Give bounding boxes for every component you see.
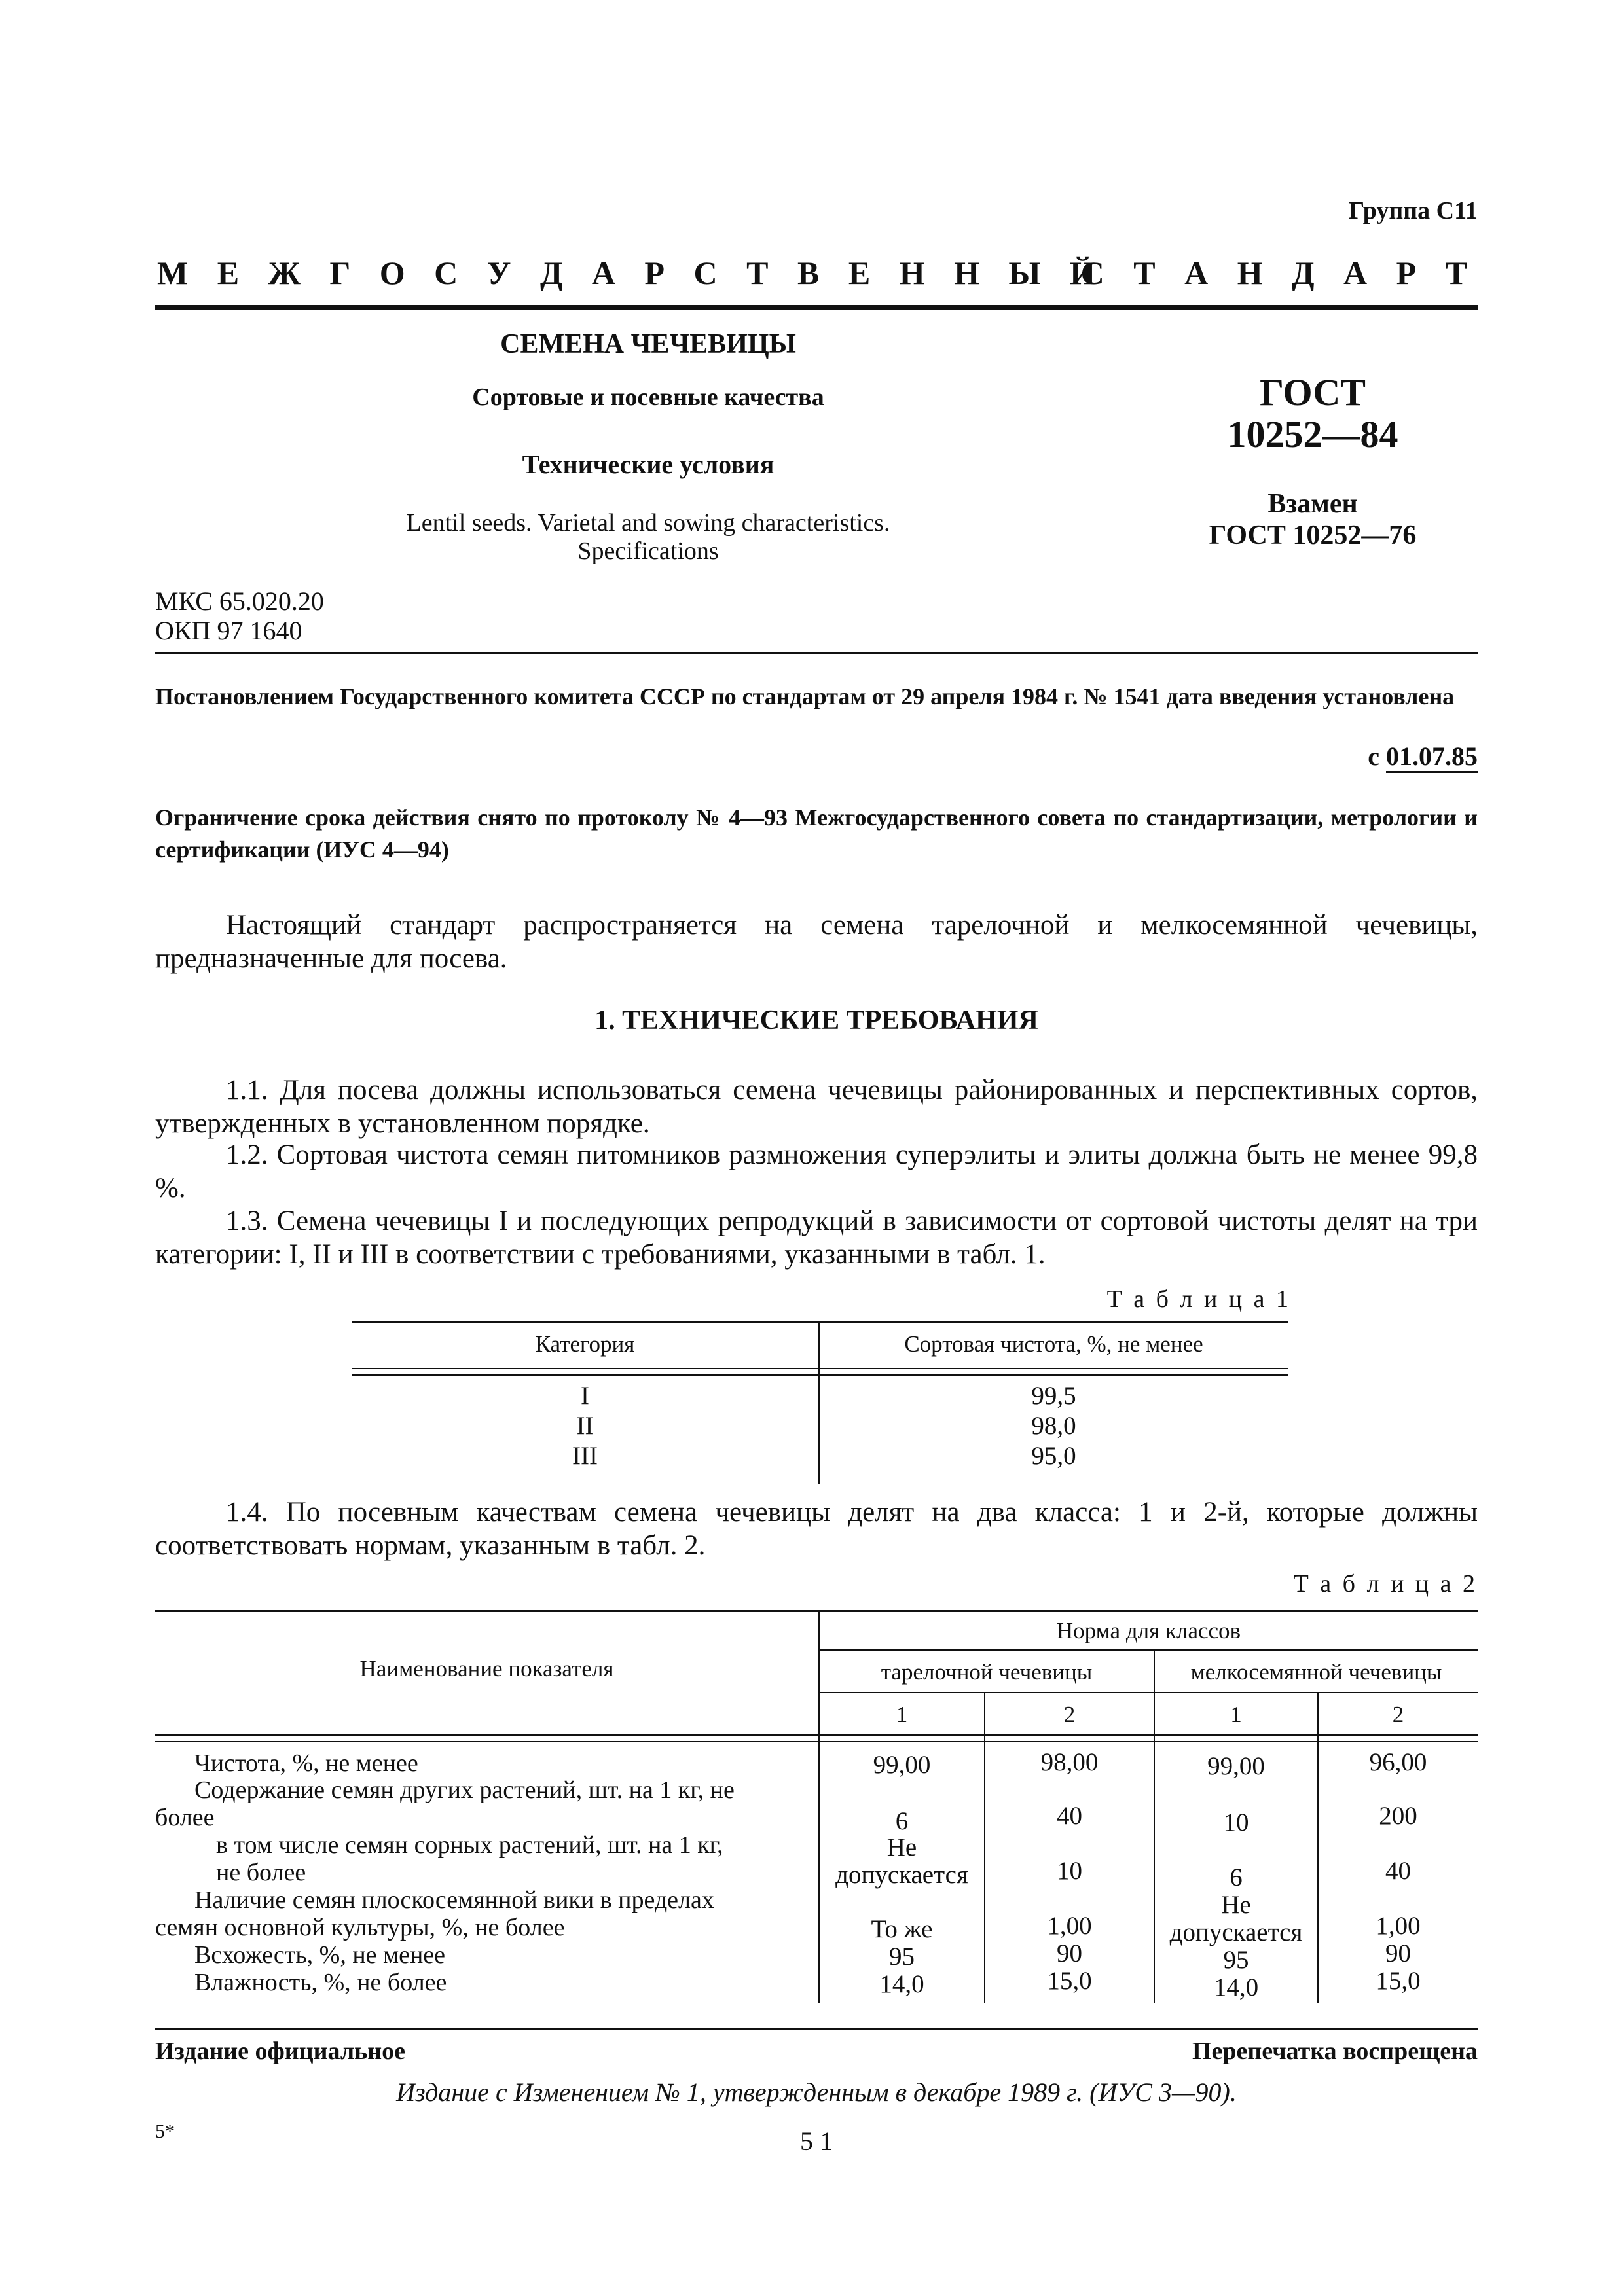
table2-row-label: более <box>155 1804 215 1831</box>
sheet-mark: 5* <box>155 2121 175 2142</box>
table1-purity: 99,5 <box>1031 1382 1076 1410</box>
table2-cell: 200 <box>1379 1802 1417 1830</box>
table2-header-plate-lentil: тарелочной чечевицы <box>881 1659 1093 1685</box>
page-number: 5 1 <box>800 2126 833 2156</box>
section-title: 1. ТЕХНИЧЕСКИЕ ТРЕБОВАНИЯ <box>594 1005 1038 1035</box>
table1-header-category: Категория <box>535 1331 635 1357</box>
title-block-rule <box>155 652 1478 654</box>
table2-cell: 1,00 <box>1047 1912 1092 1940</box>
paragraph-1-3: 1.3. Семена чечевицы I и последующих репродукций в зависимости от сортовой чистоты делят на три категории: I, II и III в соответствии с требованиями, указанными в табл. 1. <box>155 1206 1478 1270</box>
replaces-label: Взамен <box>1267 489 1358 519</box>
table2-row-label: Всхожесть, %, не менее <box>194 1941 446 1969</box>
table2-header-norm: Норма для классов <box>1056 1618 1241 1643</box>
table2-row-label: не более <box>216 1859 306 1886</box>
table2-cell: 96,00 <box>1369 1748 1427 1776</box>
table2-class-label: 2 <box>1063 1702 1076 1727</box>
intro-paragraph: Настоящий стандарт распространяется на семена тарелочной и мелкосемянной чечевицы, предназначенные для посева. <box>155 910 1478 974</box>
gost-number: 10252—84 <box>1227 413 1398 456</box>
table2-cell: 10 <box>1057 1857 1082 1885</box>
paragraph-1-1: 1.1. Для посева должны использоваться семена чечевицы районированных и перспективных сортов, утвержденных в установленном порядке. <box>155 1075 1478 1139</box>
table2-cell: 40 <box>1057 1802 1082 1830</box>
table1-caption: Т а б л и ц а 1 <box>1106 1285 1291 1313</box>
table2-cell: 99,00 <box>873 1751 931 1779</box>
table2-header-small-lentil: мелкосемянной чечевицы <box>1190 1659 1442 1685</box>
table2-header-indicator: Наименование показателя <box>359 1656 614 1681</box>
table2-cell: 6 <box>1230 1863 1243 1892</box>
official-edition: Издание официальное <box>155 2037 406 2065</box>
document-conditions: Технические условия <box>522 450 775 479</box>
table2-cell: допускается <box>1169 1918 1303 1946</box>
date-value: 01.07.85 <box>1386 742 1478 773</box>
header-rule <box>155 305 1478 310</box>
standard-type-right: С Т А Н Д А Р Т <box>1080 255 1478 291</box>
document-subtitle: Сортовые и посевные качества <box>472 384 824 411</box>
table2-cell: Не <box>1221 1891 1251 1919</box>
reprint-prohibited: Перепечатка воспрещена <box>1192 2037 1478 2065</box>
table2-cell: 95 <box>1223 1946 1249 1974</box>
okp-code: ОКП 97 1640 <box>155 616 302 645</box>
table1-category: I <box>581 1382 589 1410</box>
table2-row-label: Чистота, %, не менее <box>194 1749 418 1777</box>
table2-row-label: семян основной культуры, %, не более <box>155 1914 565 1941</box>
gost-label: ГОСТ <box>1260 371 1366 414</box>
table2-cell: То же <box>871 1915 933 1943</box>
table2-caption: Т а б л и ц а 2 <box>1293 1570 1478 1598</box>
table2-cell: Не <box>886 1833 917 1861</box>
table1-purity: 98,0 <box>1031 1412 1076 1440</box>
date-prefix: с <box>1368 742 1379 771</box>
table2-cell: 10 <box>1223 1808 1249 1837</box>
introduction-date <box>1368 741 1478 772</box>
table2-cell: 95 <box>889 1943 915 1971</box>
table1-category: III <box>572 1442 598 1470</box>
table1-category: II <box>576 1412 594 1440</box>
table2-class-label: 1 <box>896 1702 908 1727</box>
table2-row-label: Влажность, %, не более <box>194 1969 447 1996</box>
table2-class-label: 2 <box>1392 1702 1404 1727</box>
mks-code: МКС 65.020.20 <box>155 586 324 616</box>
document-title: СЕМЕНА ЧЕЧЕВИЦЫ <box>500 329 796 359</box>
table2-cell: допускается <box>835 1861 968 1889</box>
standard-type-left: М Е Ж Г О С У Д А Р С Т В Е Н Н Ы Й <box>157 255 1106 291</box>
table2-cell: 90 <box>1385 1939 1411 1967</box>
amendment-note: Издание с Изменением № 1, утвержденным в декабре 1989 г. (ИУС 3—90). <box>396 2077 1237 2107</box>
english-title-line1: Lentil seeds. Varietal and sowing characteristics. <box>406 509 890 537</box>
table2-cell: 98,00 <box>1040 1748 1099 1776</box>
table2-row-label: Содержание семян других растений, шт. на 1 кг, не <box>194 1776 735 1804</box>
table2-cell: 1,00 <box>1376 1912 1421 1940</box>
group-label: Группа С11 <box>1348 197 1478 224</box>
table2-cell: 6 <box>895 1807 909 1835</box>
table2-cell: 90 <box>1057 1939 1082 1967</box>
table2-cell: 15,0 <box>1047 1967 1092 1995</box>
limitation-text: Ограничение срока действия снято по протоколу № 4—93 Межгосударственного совета по стандартизации, метрологии и сертификации (ИУС 4—94) <box>155 804 1478 863</box>
table2-cell: 14,0 <box>879 1970 924 1998</box>
table2-row-label: в том числе семян сорных растений, шт. на 1 кг, <box>216 1831 723 1859</box>
table2-cell: 14,0 <box>1213 1973 1259 2001</box>
table1-purity: 95,0 <box>1031 1442 1076 1470</box>
table2-row-label: Наличие семян плоскосемянной вики в пределах <box>194 1886 714 1914</box>
replaces-value: ГОСТ 10252—76 <box>1209 520 1417 550</box>
footer-rule <box>155 2028 1478 2030</box>
paragraph-1-2: 1.2. Сортовая чистота семян питомников размножения суперэлиты и элиты должна быть не менее 99,8 %. <box>155 1139 1478 1204</box>
paragraph-1-4: 1.4. По посевным качествам семена чечевицы делят на два класса: 1 и 2-й, которые должны соответствовать нормам, указанным в табл. 2. <box>155 1497 1478 1561</box>
table1-header-purity: Сортовая чистота, %, не менее <box>904 1331 1203 1357</box>
decree-text: Постановлением Государственного комитета СССР по стандартам от 29 апреля 1984 г. № 1541 дата введения установлена <box>155 683 1455 709</box>
table2-cell: 40 <box>1385 1857 1411 1885</box>
english-title-line2: Specifications <box>577 537 719 565</box>
table2-cell: 15,0 <box>1376 1967 1421 1995</box>
table2-cell: 99,00 <box>1207 1752 1265 1780</box>
table2-class-label: 1 <box>1230 1702 1242 1727</box>
